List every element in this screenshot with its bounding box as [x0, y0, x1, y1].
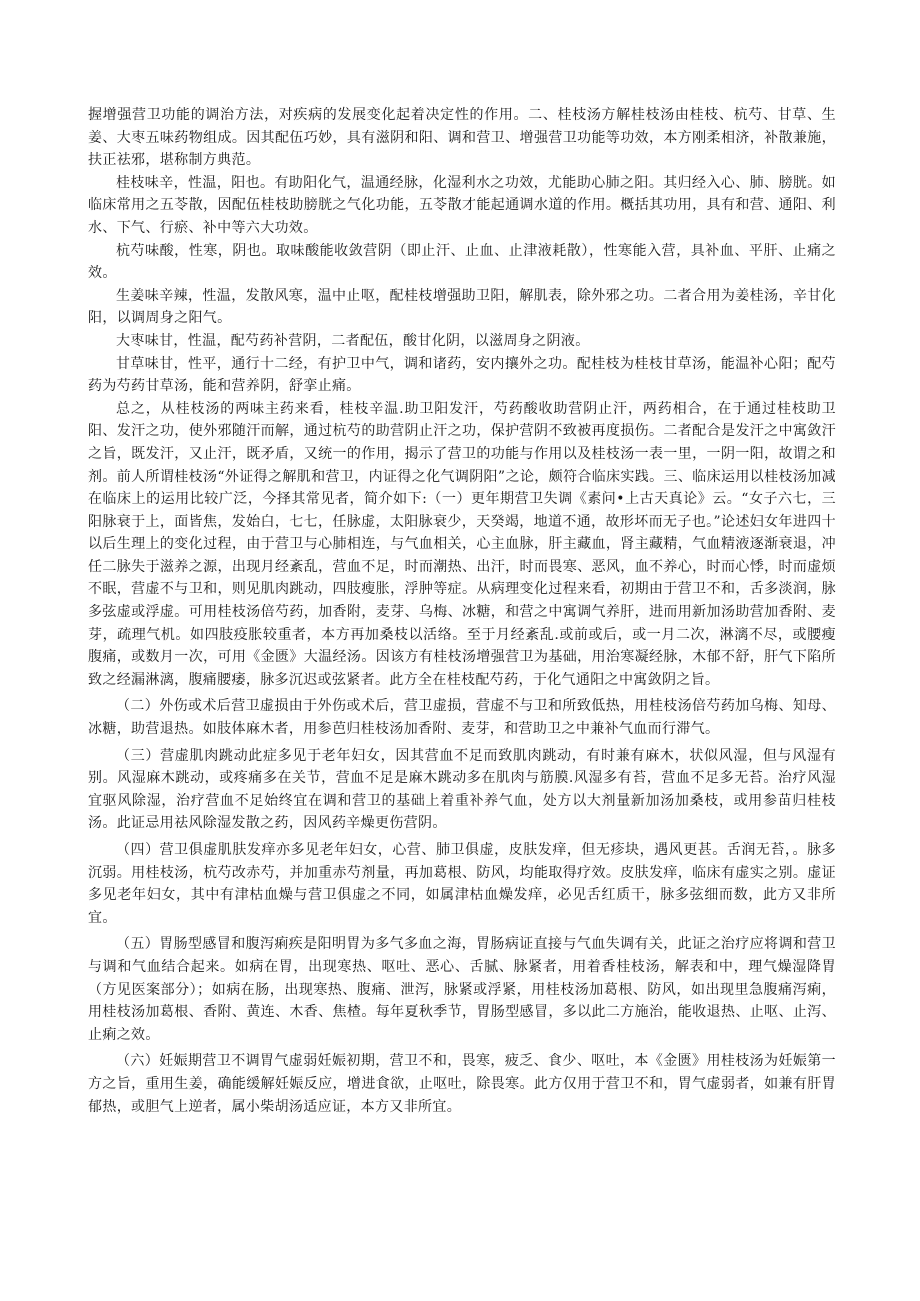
paragraph-case-6: （六）妊娠期营卫不调胃气虚弱妊娠初期，营卫不和，畏寒，疲乏、食少、呕吐，本《金匮》用桂枝汤为妊娠第一方之旨，重用生姜，确能缓解妊娠反应，增进食欲，止呕吐，除畏寒。此方仅用于营卫不和，胃气虚弱者，如兼有肝胃郁热，或胆气上逆者，属小柴胡汤适应证，本方又非所宜。: [88, 1053, 836, 1115]
paragraph-case-3: （三）营虚肌肉跳动此症多见于老年妇女，因其营血不足而致肌肉跳动，有时兼有麻木，状似风湿，但与风湿有别。风湿麻木跳动，或疼痛多在关节，营血不足是麻木跳动多在肌肉与筋膜.风湿多有苔，营血不足多无苔。治疗风湿宜驱风除湿，治疗营血不足始终宜在调和营卫的基础上着重补养气血，处方以大剂量新加汤加桑枝，或用参苗归桂枝汤。此证忌用祛风除湿发散之药，因风药辛燥更伤营阴。: [88, 747, 836, 832]
paragraph-case-2: （二）外伤或术后营卫虚损由于外伤或术后，营卫虚损，营虚不与卫和所致低热，用桂枝汤倍芍药加乌梅、知母、冰糖，助营退热。如肢体麻木者，用参芭归桂枝汤加香附、麦芽，和营助卫之中兼补气血而行滞气。: [88, 698, 836, 738]
paragraph-case-5: （五）胃肠型感冒和腹泻痢疾是阳明胃为多气多血之海，胃肠病证直接与气血失调有关，此证之治疗应将调和营卫与调和气血结合起来。如病在胃，出现寒热、呕吐、恶心、舌腻、脉紧者，用着香桂枝汤，解表和中，理气燥湿降胃（方见医案部分）；如病在肠，出现寒热、腹痛、泄泻，脉紧或浮紧，用桂枝汤加葛根、防风，如出现里急腹痛泻痢，用桂枝汤加葛根、香附、黄连、木香、焦楂。每年夏秋季节，胃肠型感冒，多以此二方施治，能收退热、止呕、止泻、止痢之效。: [88, 936, 836, 1043]
paragraph-summary-clinical: 总之，从桂枝汤的两味主药来看，桂枝辛温.助卫阳发汗，芍药酸收助营阴止汗，两药相合，在于通过桂枝助卫阳、发汗之功，使外邪随汗而解，通过杭芍的助营阴止汗之功，保护营阴不致被再度损伤。二者配合是发汗之中寓敛汗之旨，既发汗，又止汗，既矛盾，又统一的作用，揭示了营卫的功能与作用以及桂枝汤一表一里，一阴一阳，故谓之和剂。前人所谓桂枝汤“外证得之解肌和营卫，内证得之化气调阴阳”之论，颇符合临床实践。三、临床运用以桂枝汤加减在临床上的运用比较广泛，今择其常见者，简介如下:（一）更年期营卫失调《素问•上古天真论》云。“女子六七，三阳脉衰于上，面皆焦，发始白，七七，任脉虚，太阳脉衰少，天癸竭，地道不通，故形坏而无子也。”论述妇女年进四十以后生理上的变化过程，由于营卫与心肺相连，与气血相关，心主血脉，肝主藏血，肾主藏精，气血精液逐渐衰退，冲任二脉失于滋养之源，出现月经紊乱，营血不足，时而潮热、出汗，时而畏寒、恶风，血不养心，时而心悸，时而虚烦不眠，营虚不与卫和，则见肌肉跳动，四肢瘦胀，浮肿等症。从病理变化过程来看，初期由于营卫不和，舌多淡润，脉多弦虚或浮虚。可用桂枝汤倍芍药，加香附，麦芽、乌梅、冰糖，和营之中寓调气养肝，进而用新加汤助营加香附、麦芽，疏理气机。如四肢疫胀较重者，本方再加桑枝以活络。至于月经紊乱.或前或后，或一月二次，淋漓不尽，或腰瘦腹痛，或数月一次，可用《金匮》大温经汤。因该方有桂枝汤增强营卫为基础，用治寒凝经脉，木郁不舒，肝气下陷所致之经漏淋漓，腹痛腰痿，脉多沉迟或弦紧者。此方全在桂枝配芍药，于化气通阳之中寓敛阴之旨。: [88, 400, 836, 688]
paragraph-gancao: 甘草味甘，性平，通行十二经，有护卫中气，调和诸药，安内攘外之功。配桂枝为桂枝甘草汤，能温补心阳；配芍药为芍药甘草汤，能和营养阴，舒挛止痛。: [88, 355, 836, 395]
paragraph-guizhi: 桂枝味辛，性温，阳也。有助阳化气，温通经脉，化湿利水之功效，尤能助心肺之阳。其归经入心、肺、膀胱。如临床常用之五苓散，因配伍桂枝助膀胱之气化功能，五苓散才能起通调水道的作用。概括其功用，具有和营、通阳、利水、下气、行瘀、补中等六大功效。: [88, 174, 836, 236]
paragraph-dazao: 大枣味甘，性温，配芍药补营阴，二者配伍，酸甘化阴，以滋周身之阴液。: [116, 332, 590, 349]
paragraph-intro: 握增强营卫功能的调治方法，对疾病的发展变化起着决定性的作用。二、桂枝汤方解桂枝汤由桂枝、杭芍、甘草、生姜、大枣五味药物组成。因其配伍巧妙，具有滋阴和阳、调和营卫、增强营卫功能等功效，本方刚柔相济，补散兼施，扶正祛邪，堪称制方典范。: [88, 107, 836, 169]
paragraph-case-4: （四）营卫俱虚肌肤发痒亦多见老年妇女，心营、肺卫俱虚，皮肤发痒，但无疹块，遇风更甚。舌润无苔，。脉多沉弱。用桂枝汤，杭芍改赤芍，并加重赤芍剂量，再加葛根、防风，均能取得疗效。皮肤发痒，临床有虚实之别。虚证多见老年妇女，其中有津枯血燥与营卫俱虚之不同，如属津枯血燥发痒，必见舌红质干，脉多弦细而数，此方又非所宜。: [88, 842, 836, 926]
paragraph-shengjiang: 生姜味辛辣，性温，发散风寒，温中止呕，配桂枝增强助卫阳，解肌表，除外邪之功。二者合用为姜桂汤，辛甘化阳，以调周身之阳气。: [88, 287, 836, 327]
document-page: [88, 104, 836, 1118]
paragraph-hangshao: 杭芍味酸，性寒，阴也。取味酸能收敛营阴（即止汗、止血、止津液耗散），性寒能入营，具补血、平肝、止痛之效。: [88, 242, 836, 282]
